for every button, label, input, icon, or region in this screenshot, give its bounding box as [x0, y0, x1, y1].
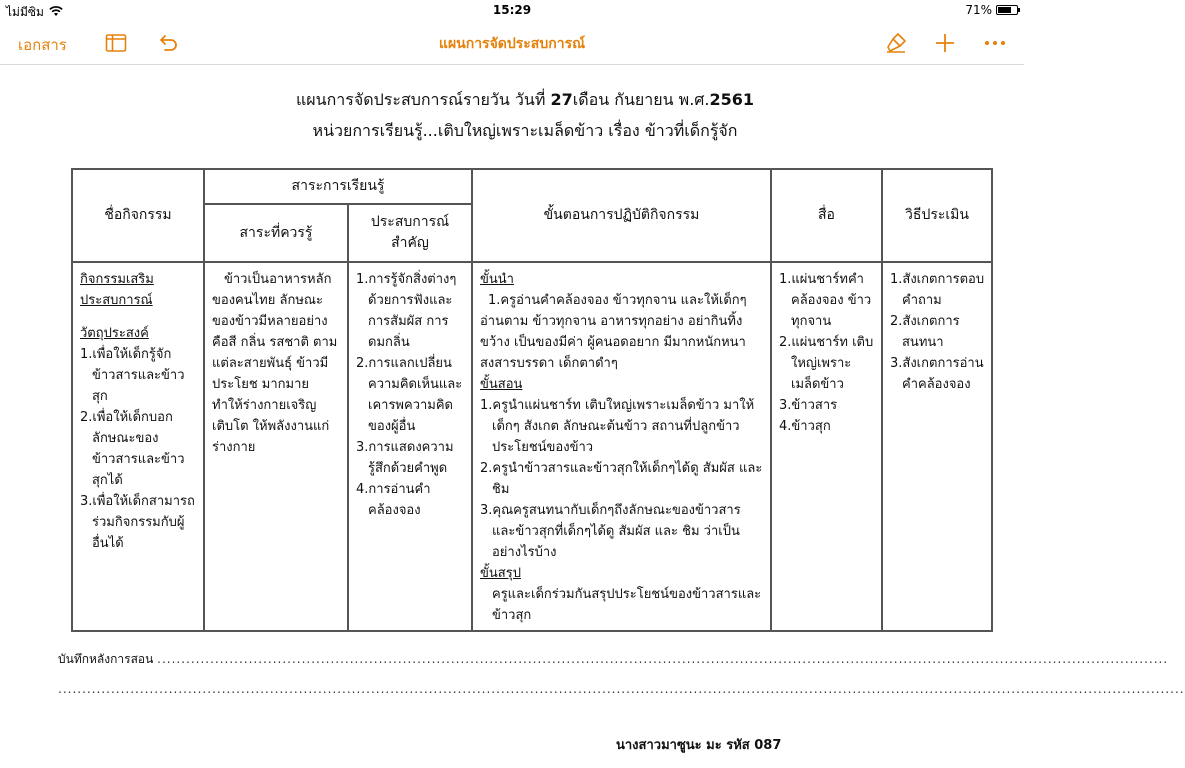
evaluation-cell — [882, 262, 992, 631]
notes-label: บันทึกหลังการสอน — [58, 652, 154, 666]
documents-button[interactable]: เอกสาร — [18, 36, 67, 54]
unit-title: หน่วยการเรียนรู้...เติบใหญ่เพราะเมล็ดข้าว เรื่อง ข้าวที่เด็กรู้จัก — [312, 121, 738, 140]
media-item: 2.แผ่นชาร์ท เติบใหญ่เพราะเมล็ดข้าว — [779, 335, 874, 392]
objective-item: 3.เพื่อให้เด็กสามารถร่วมกิจกรรมกับผู้อื่นได้ — [80, 494, 195, 551]
clock: 15:29 — [492, 3, 532, 17]
objective-item: 2.เพื่อให้เด็กบอกลักษณะของข้าวสารและข้าวสุกได้ — [80, 410, 185, 488]
status-bar — [0, 0, 1024, 22]
sidebar-icon[interactable] — [104, 31, 128, 55]
battery-icon — [996, 5, 1018, 15]
teach-step: 1.ครูนำแผ่นชาร์ท เติบใหญ่เพราะเมล็ดข้าว มาให้เด็กๆ สังเกต ลักษณะต้นข้าว สถานที่ปลูกข้าว ประโยชน์ของข้าว — [480, 398, 755, 455]
intro-label: ขั้นนำ — [480, 272, 514, 287]
header-procedure: ขั้นตอนการปฏิบัติกิจกรรม — [472, 169, 771, 262]
objective-label: วัตถุประสงค์ — [80, 326, 149, 341]
teach-step: 2.ครูนำข้าวสารและข้าวสุกให้เด็กๆได้ดู สัมผัส และ ชิม — [480, 461, 763, 497]
media-item: 4.ข้าวสุก — [779, 419, 831, 434]
signature: นางสาวมาซูนะ มะ รหัส 087 — [616, 738, 782, 753]
header-learning-content: สาระการเรียนรู้ — [204, 169, 472, 204]
header-activity: ชื่อกิจกรรม — [72, 169, 204, 262]
add-icon[interactable] — [933, 31, 957, 55]
teach-label: ขั้นสอน — [480, 377, 523, 392]
evaluation-item: 2.สังเกตการสนทนา — [890, 314, 960, 350]
objective-item: 1.เพื่อให้เด็กรู้จักข้าวสารและข้าวสุก — [80, 347, 185, 404]
battery-percent: 71% — [965, 3, 992, 17]
activity-plan-table — [71, 168, 993, 632]
notes-dotted-line: .......................................................................................................................................................................................................................................... — [58, 682, 1185, 696]
header-media: สื่อ — [771, 169, 882, 262]
key-experience-item: 2.การแลกเปลี่ยนความคิดเห็นและเคารพความคิดของผู้อื่น — [356, 356, 463, 434]
key-experience-item: 1.การรู้จักสิ่งต่างๆ ด้วยการฟังและการสัมผัส การดมกลิ่น — [356, 272, 457, 350]
content-to-learn-text: ข้าวเป็นอาหารหลักของคนไทย ลักษณะของข้าวมีหลายอย่างคือสี กลิ่น รสชาติ ตามแต่ละสายพันธุ์ ข้าวมีประโยช มากมาย ทำให้ร่างกายเจริญเติบโต ให้พลังงานแก่ร่างกาย — [212, 272, 338, 455]
evaluation-item: 1.สังเกตการตอบคำถาม — [890, 272, 985, 308]
plan-title: แผนการจัดประสบการณ์รายวัน วันที่ 27เดือน กันยายน พ.ศ.2561 — [295, 90, 755, 109]
document-page[interactable] — [0, 65, 1185, 768]
media-item: 1.แผ่นชาร์ทคำคล้องจอง ข้าวทุกจาน — [779, 272, 872, 329]
summary-text: ครูและเด็กร่วมกันสรุปประโยชน์ของข้าวสารและข้าวสุก — [492, 587, 762, 623]
activity-name: ประสบการณ์ — [80, 293, 153, 308]
carrier-label: ไม่มีซิม — [6, 5, 44, 19]
app-toolbar — [0, 22, 1024, 65]
media-cell — [771, 262, 882, 631]
evaluation-item: 3.สังเกตการอ่านคำคล้องจอง — [890, 356, 984, 392]
header-content-to-learn: สาระที่ควรรู้ — [204, 204, 348, 262]
teach-step: 3.คุณครูสนทนากับเด็กๆถึงลักษณะของข้าวสารและข้าวสุกที่เด็กๆได้ดู สัมผัส และ ชิม ว่าเป็นอย่างไรบ้าง — [480, 503, 741, 560]
activity-cell — [72, 262, 204, 631]
more-icon[interactable] — [983, 31, 1007, 55]
header-key-experience: ประสบการณ์สำคัญ — [348, 204, 472, 262]
notes-dotted-line: .................................................................................................................................................................................................................. — [157, 652, 1169, 666]
procedure-cell — [472, 262, 771, 631]
key-experience-cell — [348, 262, 472, 631]
summary-label: ขั้นสรุป — [480, 566, 521, 581]
undo-icon[interactable] — [156, 31, 180, 55]
media-item: 3.ข้าวสาร — [779, 398, 838, 413]
content-to-learn-cell — [204, 262, 348, 631]
key-experience-item: 4.การอ่านคำคล้องจอง — [356, 482, 431, 518]
document-title: แผนการจัดประสบการณ์ — [438, 36, 586, 52]
format-brush-icon[interactable] — [884, 31, 908, 55]
key-experience-item: 3.การแสดงความรู้สึกด้วยคำพูด — [356, 440, 454, 476]
header-evaluation: วิธีประเมิน — [882, 169, 992, 262]
activity-name: กิจกรรมเสริม — [80, 272, 154, 287]
intro-text: 1.ครูอ่านคำคล้องจอง ข้าวทุกจาน และให้เด็กๆอ่านตาม ข้าวทุกจาน อาหารทุกอย่าง อย่ากินทิ้งขว้าง เป็นของมีค่า ผู้คนอดอยาก มีมากหนักหนา สงสารบรรดา เด็กตาดำๆ — [480, 293, 747, 371]
